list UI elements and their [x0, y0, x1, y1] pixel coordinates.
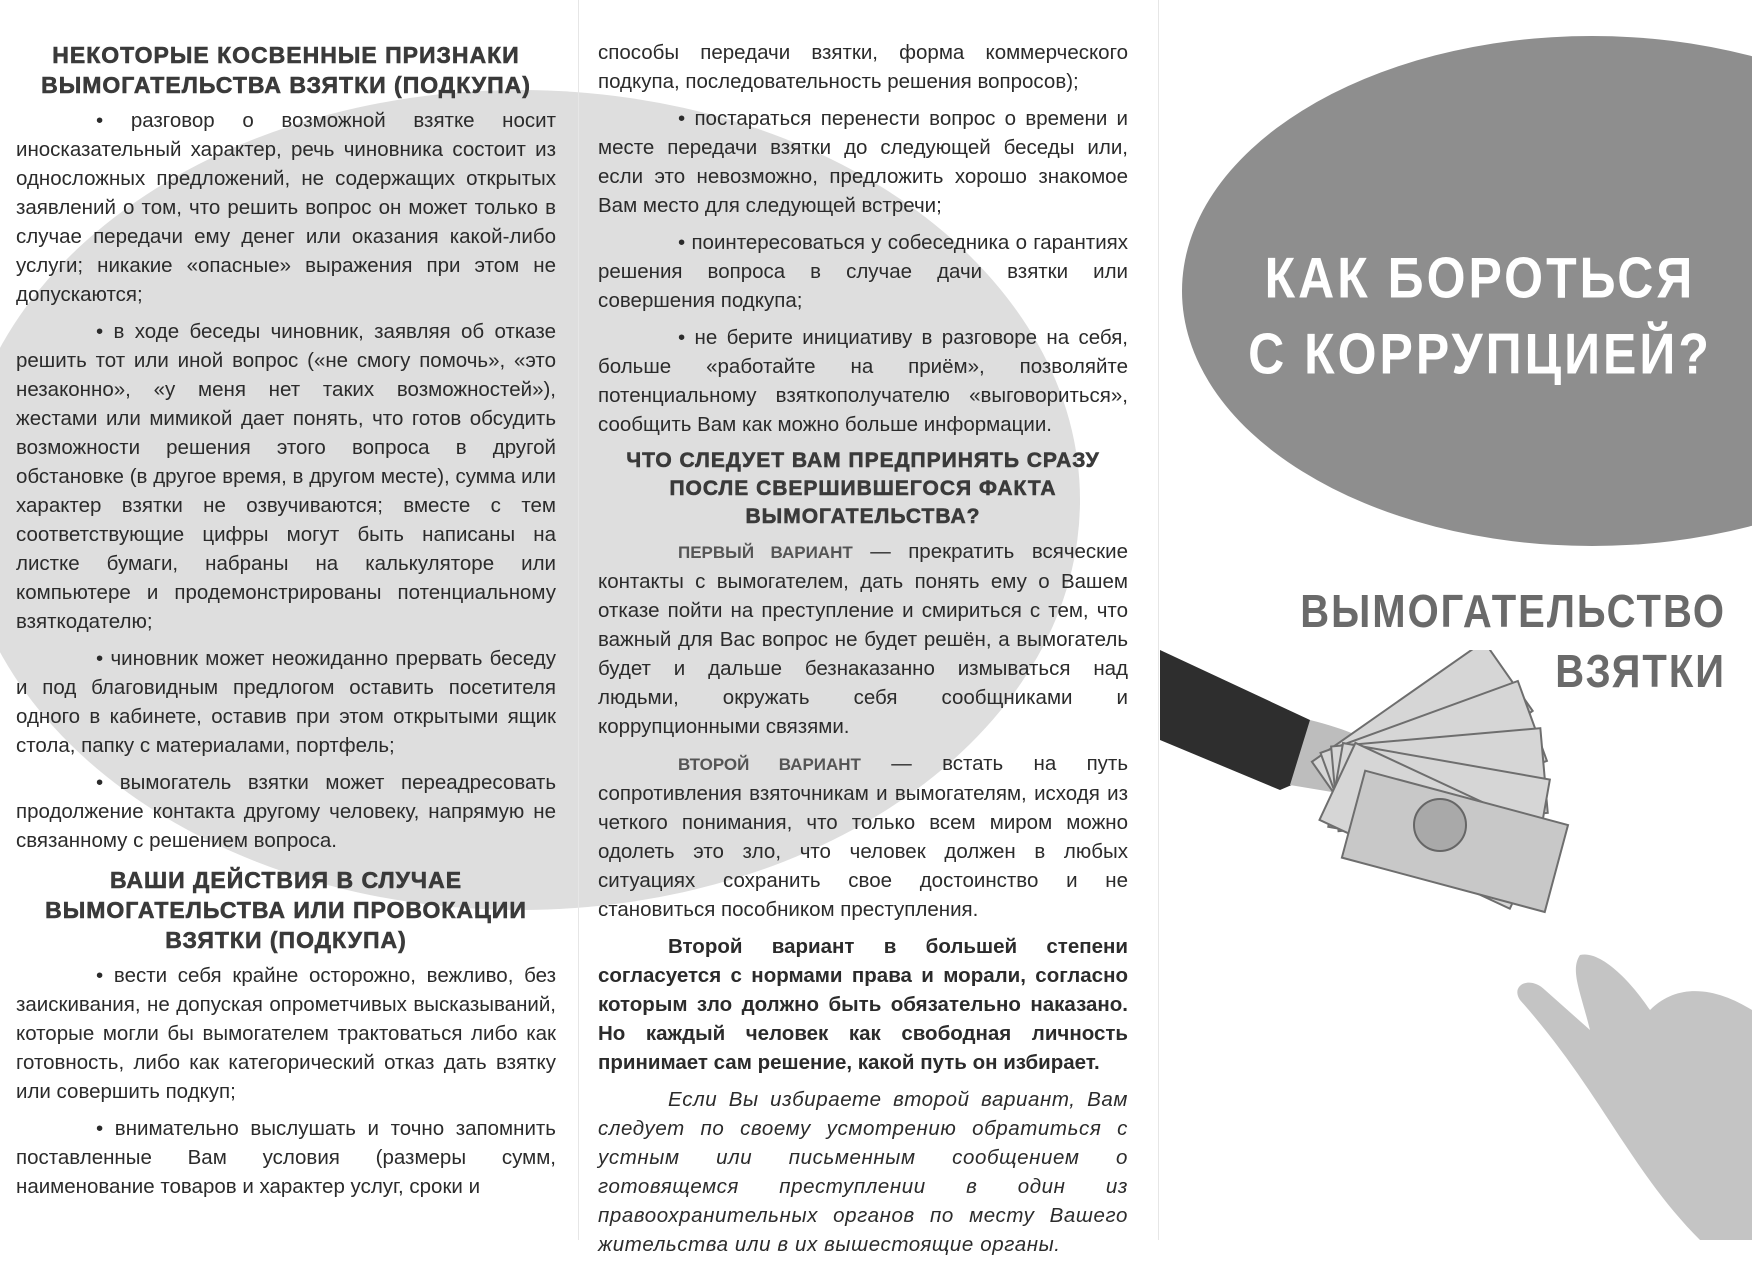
cover-subtitle	[1246, 582, 1726, 702]
paragraph-italic: Если Вы избираете второй вариант, Вам следует по своему усмотрению обратиться с устным или письменным сообщением о готовящемся преступлении в один из правоохранительных органов по месту Вашего жительства или в их вышестоящие органы.	[598, 1088, 1128, 1256]
paragraph: • поинтересоваться у собеседника о гарантиях решения вопроса в случае дачи взятки или совершения подкупа;	[598, 231, 1128, 312]
paragraph: • вести себя крайне осторожно, вежливо, без заискивания, не допуская опрометчивых высказываний, которые могли бы вымогателем трактоваться либо как готовность, либо как категорический отказ дать взятку или совершить подкуп;	[16, 964, 556, 1103]
paragraph-variant-2	[598, 749, 1128, 924]
paragraph: способы передачи взятки, форма коммерческого подкупа, последовательность решения вопросов);	[598, 41, 1128, 93]
paragraph-emphasis: Второй вариант в большей степени согласуется с нормами права и морали, согласно которым зло должно быть обязательно наказано. Но каждый человек как свободная личность принимает сам решение, какой путь он избирает.	[598, 935, 1128, 1074]
variant-text: — встать на путь сопротивления взяточникам и вымогателям, исходя из четкого понимания, что только всем миром можно одолеть это зло, что человек должен в любых ситуациях сохранить свое достоинство и не становиться пособником преступления.	[598, 752, 1129, 921]
panel-middle	[598, 38, 1128, 1267]
paragraph: • чиновник может неожиданно прервать беседу и под благовидным предлогом оставить посетителя одного в кабинете, оставив при этом открытыми ящик стола, папку с материалами, портфель;	[16, 647, 556, 757]
panel-left	[16, 40, 556, 1209]
section-heading-what-to-do: ЧТО СЛЕДУЕТ ВАМ ПРЕДПРИНЯТЬ СРАЗУ ПОСЛЕ СВЕРШИВШЕГОСЯ ФАКТА ВЫМОГАТЕЛЬСТВА?	[626, 449, 1100, 528]
variant-label: ВТОРОЙ ВАРИАНТ	[678, 755, 861, 774]
receiving-hand-shape	[1517, 954, 1752, 1240]
paragraph: • в ходе беседы чиновник, заявляя об отказе решить тот или иной вопрос («не смогу помочь», «это незаконно», «у меня нет таких возможностей»), жестами или мимикой дает понять, что готов обсудить возможности решения этого вопроса в другой обстановке (в другое время, в другом месте), сумма или характер взятки не озвучиваются; вместе с тем соответствующие цифры могут быть написаны на листке бумаги, набраны на калькуляторе или компьютере и продемонстрированы потенциальному взяткодателю;	[16, 320, 556, 633]
paragraph: • постараться перенести вопрос о времени и месте передачи взятки до следующей беседы или, если это невозможно, предложить хорошо знакомое Вам место для следующей встречи;	[598, 107, 1128, 217]
paragraph: • разговор о возможной взятке носит иносказательный характер, речь чиновника состоит из односложных предложений, не содержащих открытых заявлений о том, что решить вопрос он может только в случае передачи ему денег или оказания какой-либо услуги; никакие «опасные» выражения при этом не допускаются;	[16, 109, 556, 306]
cover-subtitle-line: ВЗЯТКИ	[1555, 646, 1726, 698]
paragraph: • не берите инициативу в разговоре на себя, больше «работайте на приём», позволяйте потенциальному взяткополучателю «выговориться», сообщить Вам как можно больше информации.	[598, 326, 1128, 436]
section-heading-actions: ВАШИ ДЕЙСТВИЯ В СЛУЧАЕ ВЫМОГАТЕЛЬСТВА ИЛИ ПРОВОКАЦИИ ВЗЯТКИ (ПОДКУПА)	[45, 867, 527, 953]
cover-subtitle-line: ВЫМОГАТЕЛЬСТВО	[1300, 586, 1726, 638]
cover-title	[1240, 240, 1720, 392]
fold-line	[1158, 0, 1159, 1240]
bribe-illustration	[1160, 650, 1752, 1240]
paragraph-variant-1	[598, 537, 1128, 741]
paragraph: • внимательно выслушать и точно запомнить поставленные Вам условия (размеры сумм, наименование товаров и характер услуг, сроки и	[16, 1117, 556, 1198]
cover-title-line: КАК БОРОТЬСЯ	[1264, 245, 1696, 311]
paragraph: • вымогатель взятки может переадресовать продолжение контакта другому человеку, напрямую не связанному с решением вопроса.	[16, 771, 556, 852]
cover-title-line: С КОРРУПЦИЕЙ?	[1248, 321, 1712, 387]
section-heading-signs: НЕКОТОРЫЕ КОСВЕННЫЕ ПРИЗНАКИ ВЫМОГАТЕЛЬСТВА ВЗЯТКИ (ПОДКУПА)	[41, 42, 531, 98]
variant-label: ПЕРВЫЙ ВАРИАНТ	[678, 543, 853, 562]
fold-line	[578, 0, 579, 1240]
variant-text: — прекратить всяческие контакты с вымогателем, дать понять ему о Вашем отказе пойти на преступление и смириться с тем, что важный для Вас вопрос не будет решён, а вымогатель будет и дальше безнаказанно измываться над людьми, окружать себя сообщниками и коррупционными связями.	[598, 540, 1128, 738]
